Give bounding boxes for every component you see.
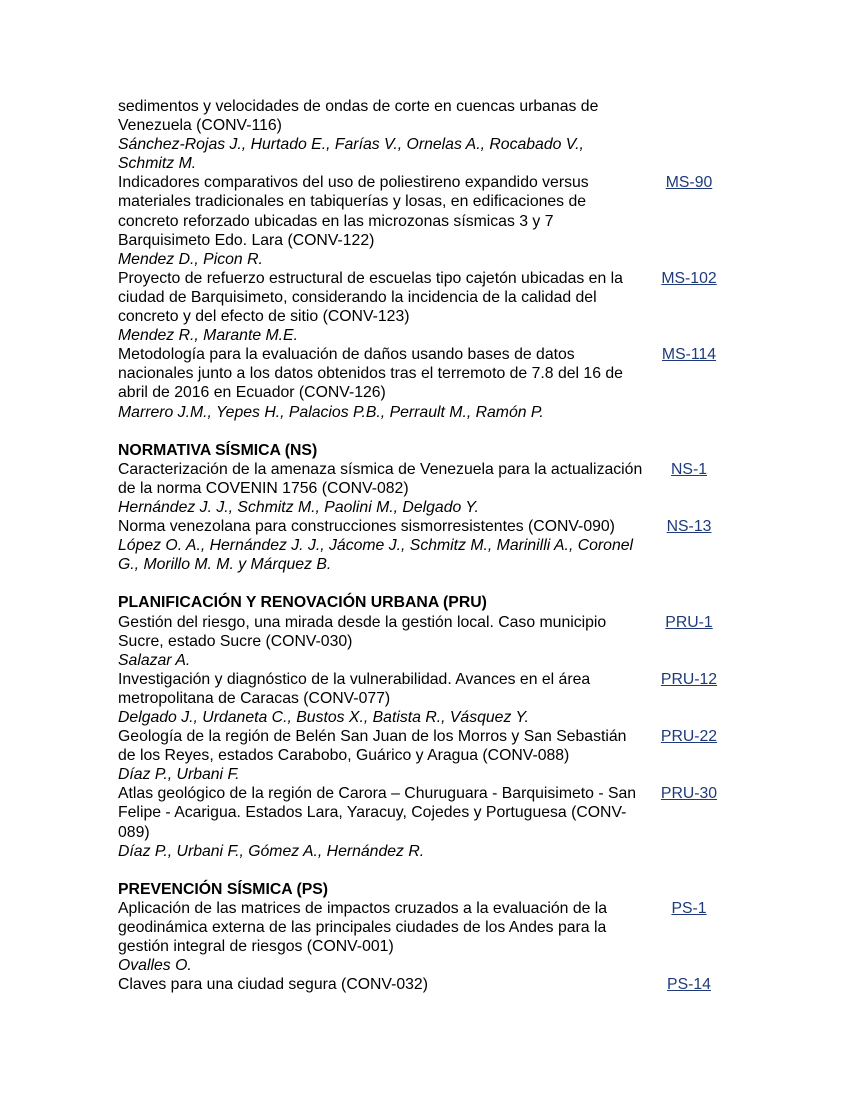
- toc-entry-conv-122: [118, 173, 738, 268]
- table-of-contents: [118, 97, 738, 994]
- entry-authors: Mendez D., Picon R.: [118, 250, 263, 268]
- entry-authors: Ovalles O.: [118, 957, 192, 975]
- section-heading-ps: PREVENCIÓN SÍSMICA (PS): [118, 880, 329, 898]
- entry-title: Caracterización de la amenaza sísmica de Venezuela para la actualización de la norma COVENIN 1756 (CONV-082): [118, 460, 643, 497]
- toc-entry-conv-032: [118, 975, 738, 994]
- entry-title: Atlas geológico de la región de Carora – Churuguara - Barquisimeto - San Felipe - Acarigua. Estados Lara, Yaracuy, Cojedes y Portuguesa (CONV-089): [118, 785, 637, 841]
- entry-title: Norma venezolana para construcciones sismorresistentes (CONV-090): [118, 518, 615, 536]
- page-link[interactable]: MS-90: [665, 174, 713, 192]
- page-link[interactable]: NS-13: [666, 518, 712, 536]
- entry-title: sedimentos y velocidades de ondas de corte en cuencas urbanas de Venezuela (CONV-116): [118, 98, 599, 135]
- entry-authors: Mendez R., Marante M.E.: [118, 327, 298, 345]
- entry-title: Investigación y diagnóstico de la vulnerabilidad. Avances en el área metropolitana de Caracas (CONV-077): [118, 670, 591, 707]
- entry-title: Claves para una ciudad segura (CONV-032): [118, 976, 428, 994]
- entry-authors: Díaz P., Urbani F., Gómez A., Hernández R.: [118, 842, 425, 860]
- toc-entry-conv-116: [118, 97, 738, 173]
- toc-entry-conv-123: [118, 269, 738, 345]
- section-heading-ns: NORMATIVA SÍSMICA (NS): [118, 441, 318, 459]
- section-heading-pru: PLANIFICACIÓN Y RENOVACIÓN URBANA (PRU): [118, 594, 487, 612]
- entry-title: Gestión del riesgo, una mirada desde la gestión local. Caso municipio Sucre, estado Sucre (CONV-030): [118, 613, 607, 650]
- entry-authors: Delgado J., Urdaneta C., Bustos X., Batista R., Vásquez Y.: [118, 709, 529, 726]
- toc-entry-conv-030: [118, 613, 738, 670]
- page-link[interactable]: MS-102: [661, 269, 717, 287]
- entry-title: Metodología para la evaluación de daños usando bases de datos nacionales junto a los datos obtenidos tras el terremoto de 7.8 del 16 de abril de 2016 en Ecuador (CONV-126): [118, 346, 623, 402]
- toc-entry-conv-090: [118, 517, 738, 574]
- toc-entry-conv-088: [118, 727, 738, 784]
- page-link[interactable]: PS-14: [667, 976, 711, 994]
- entry-title: Geología de la región de Belén San Juan de los Morros y San Sebastián de los Reyes, estados Carabobo, Guárico y Aragua (CONV-088): [118, 728, 627, 765]
- entry-authors: Sánchez-Rojas J., Hurtado E., Farías V., Ornelas A., Rocabado V., Schmitz M.: [118, 136, 584, 173]
- entry-title: Aplicación de las matrices de impactos cruzados a la evaluación de la geodinámica externa de las principales ciudades de los Andes para la gestión integral de riesgos (CONV-001): [118, 899, 608, 956]
- page-link[interactable]: MS-114: [661, 346, 717, 364]
- page-link[interactable]: PRU-12: [660, 670, 718, 688]
- page-link[interactable]: NS-1: [671, 460, 707, 478]
- toc-entry-conv-001: [118, 899, 738, 975]
- entry-authors: Marrero J.M., Yepes H., Palacios P.B., Perrault M., Ramón P.: [118, 403, 544, 421]
- entry-authors: López O. A., Hernández J. J., Jácome J., Schmitz M., Marinilli A., Coronel G., Morillo M. M. y Márquez B.: [118, 537, 634, 574]
- entry-authors: Díaz P., Urbani F.: [118, 766, 240, 784]
- page-link[interactable]: PS-1: [671, 899, 707, 917]
- entry-authors: Hernández J. J., Schmitz M., Paolini M., Delgado Y.: [118, 498, 479, 516]
- page-link[interactable]: PRU-1: [665, 613, 713, 631]
- entry-title: Proyecto de refuerzo estructural de escuelas tipo cajetón ubicadas en la ciudad de Barquisimeto, considerando la incidencia de la calidad del concreto y del efecto de sitio (CONV-123): [118, 269, 623, 326]
- toc-entry-conv-126: [118, 345, 738, 421]
- entry-authors: Salazar A.: [118, 651, 191, 669]
- toc-entry-conv-089: [118, 784, 738, 860]
- toc-entry-conv-077: [118, 670, 738, 727]
- toc-entry-conv-082: [118, 460, 738, 517]
- page-link[interactable]: PRU-22: [660, 728, 718, 746]
- page-link[interactable]: PRU-30: [660, 785, 718, 803]
- entry-title: Indicadores comparativos del uso de poliestireno expandido versus materiales tradicionales en tabiquerías y losas, en edificaciones de concreto reforzado ubicadas en las microzonas sísmicas 3 y 7 Barquisimeto Edo. Lara (CONV-122): [118, 174, 589, 249]
